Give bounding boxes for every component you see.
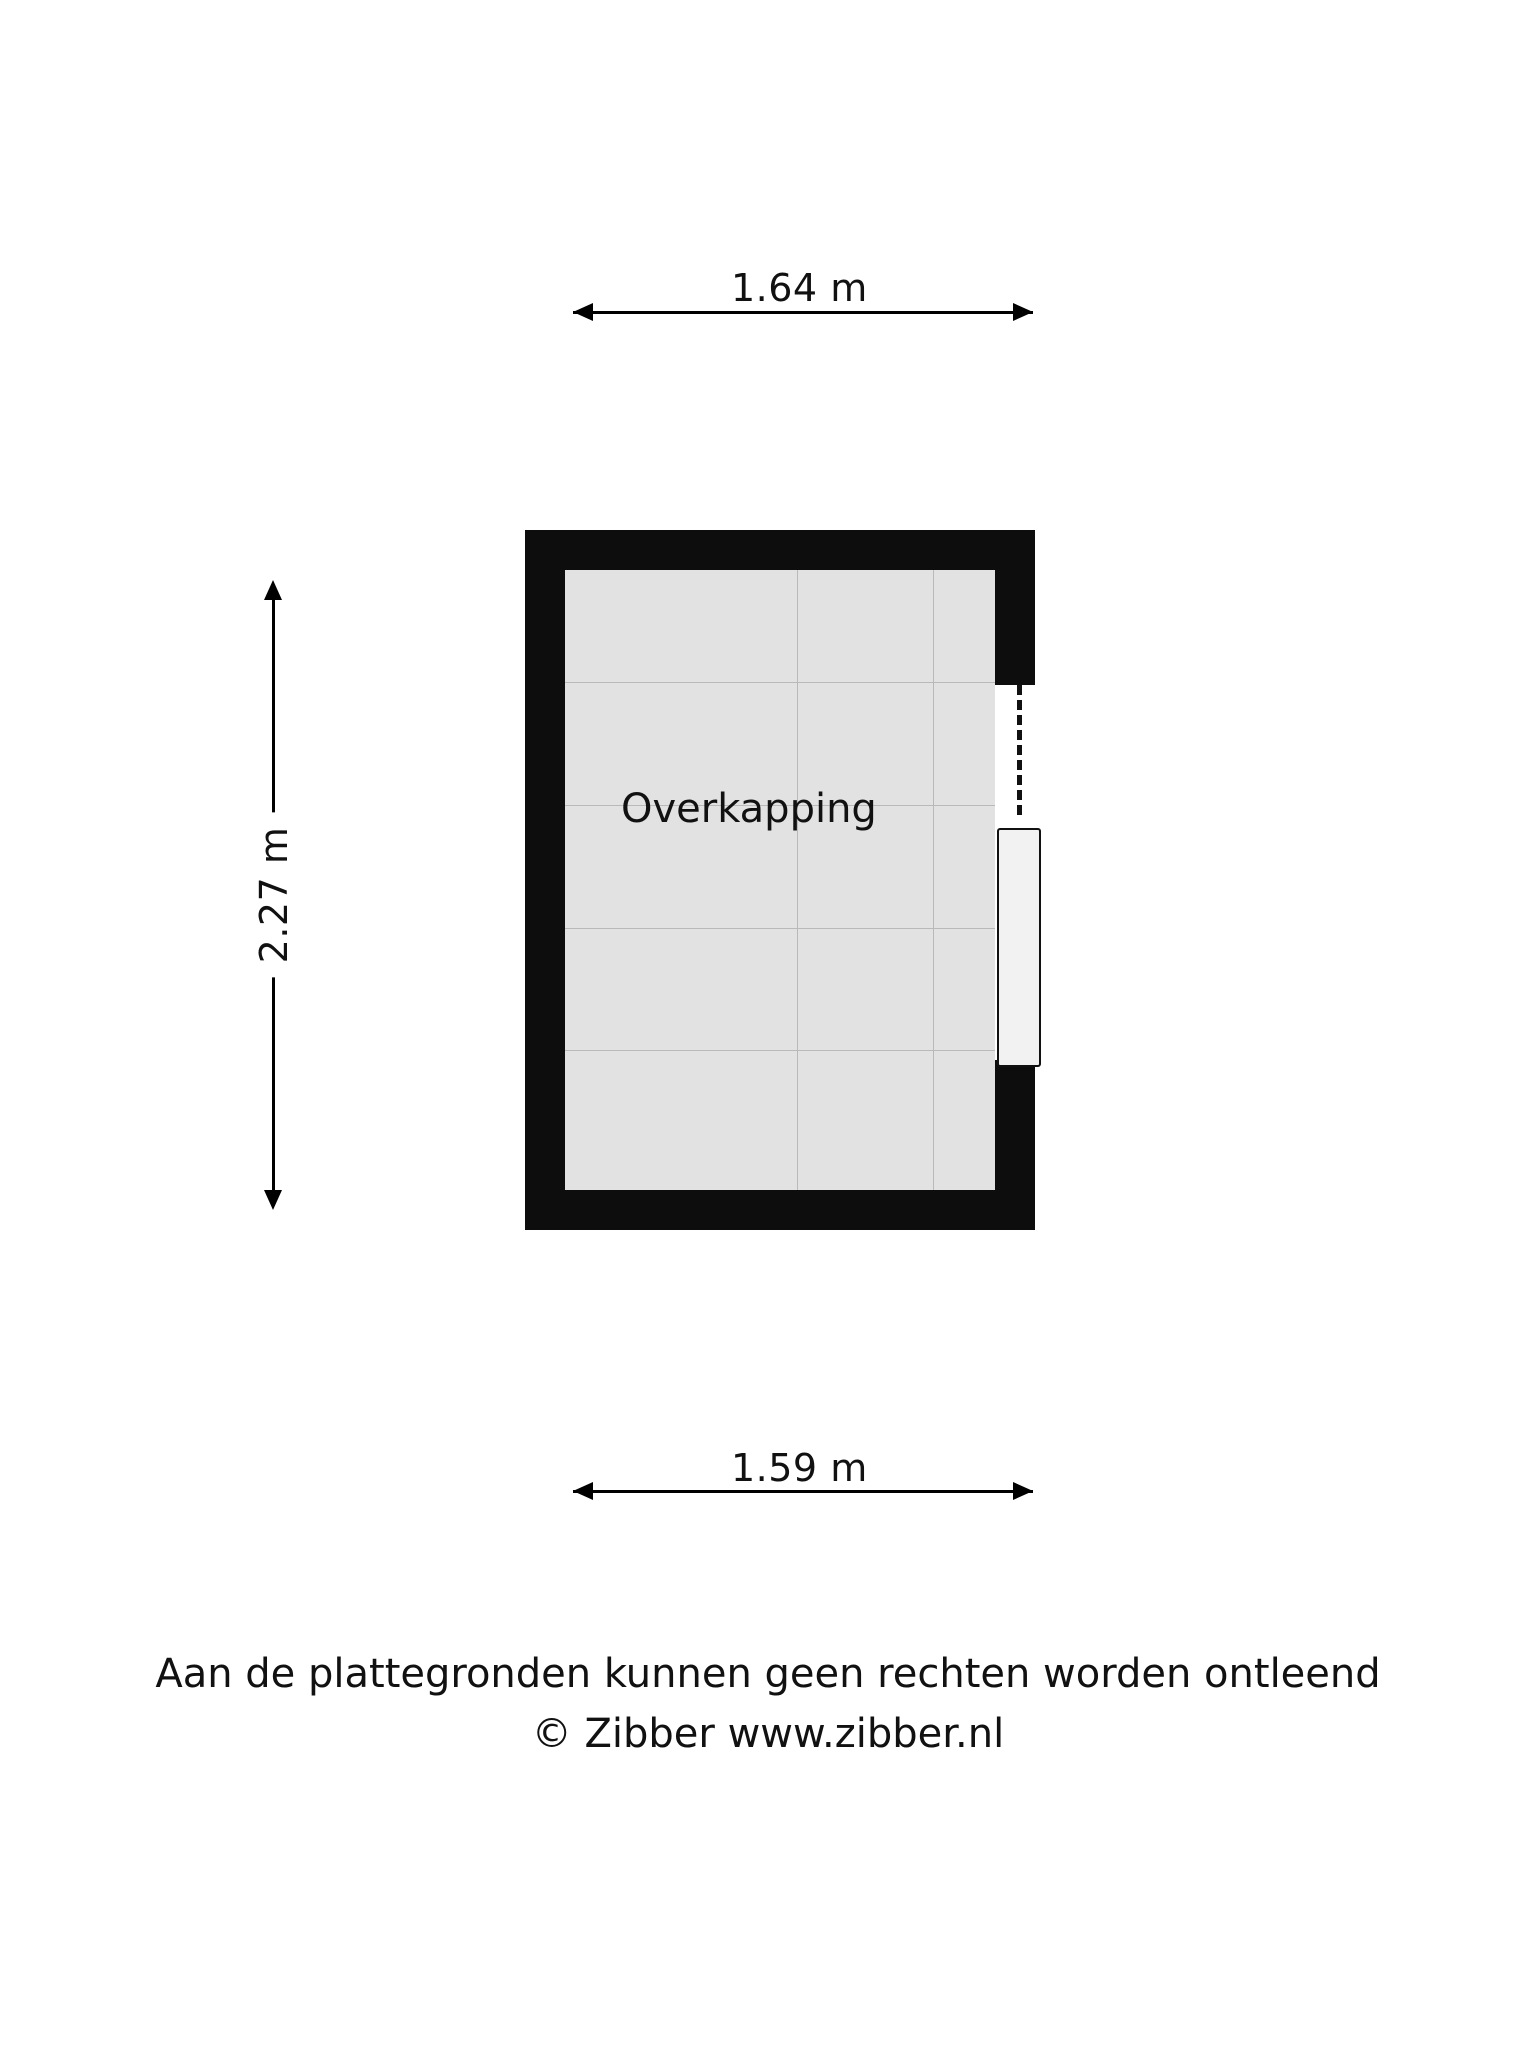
wall-left (525, 530, 565, 1230)
footer-disclaimer: Aan de plattegronden kunnen geen rechten worden ontleend (155, 1651, 1381, 1697)
wall-right-lower (995, 1060, 1035, 1230)
wall-bottom (525, 1190, 1035, 1230)
dimension-top-arrow-right (1013, 303, 1033, 321)
wall-right-upper (995, 530, 1035, 685)
tile-grid-line (565, 928, 995, 929)
dimension-left-label: 2.27 m (252, 813, 296, 978)
footer (0, 1648, 1536, 1760)
tile-grid-line (933, 570, 934, 1190)
opening-dashed-right (1017, 685, 1022, 815)
wall-top (525, 530, 1035, 570)
support-post (997, 828, 1041, 1067)
dimension-top-line (573, 311, 1033, 314)
dimension-bottom-label: 1.59 m (717, 1446, 882, 1490)
dimension-top-label: 1.64 m (717, 266, 882, 310)
room-label: Overkapping (621, 786, 877, 832)
floor-plan (525, 530, 1035, 1230)
room-floor (565, 570, 995, 1190)
footer-copyright: © Zibber www.zibber.nl (531, 1711, 1005, 1757)
tile-grid-line (565, 682, 995, 683)
dimension-left-arrow-down (264, 1190, 282, 1210)
tile-grid-line (797, 570, 798, 1190)
tile-grid-line (565, 1050, 995, 1051)
dimension-bottom-arrow-right (1013, 1482, 1033, 1500)
dimension-bottom-line (573, 1490, 1033, 1493)
